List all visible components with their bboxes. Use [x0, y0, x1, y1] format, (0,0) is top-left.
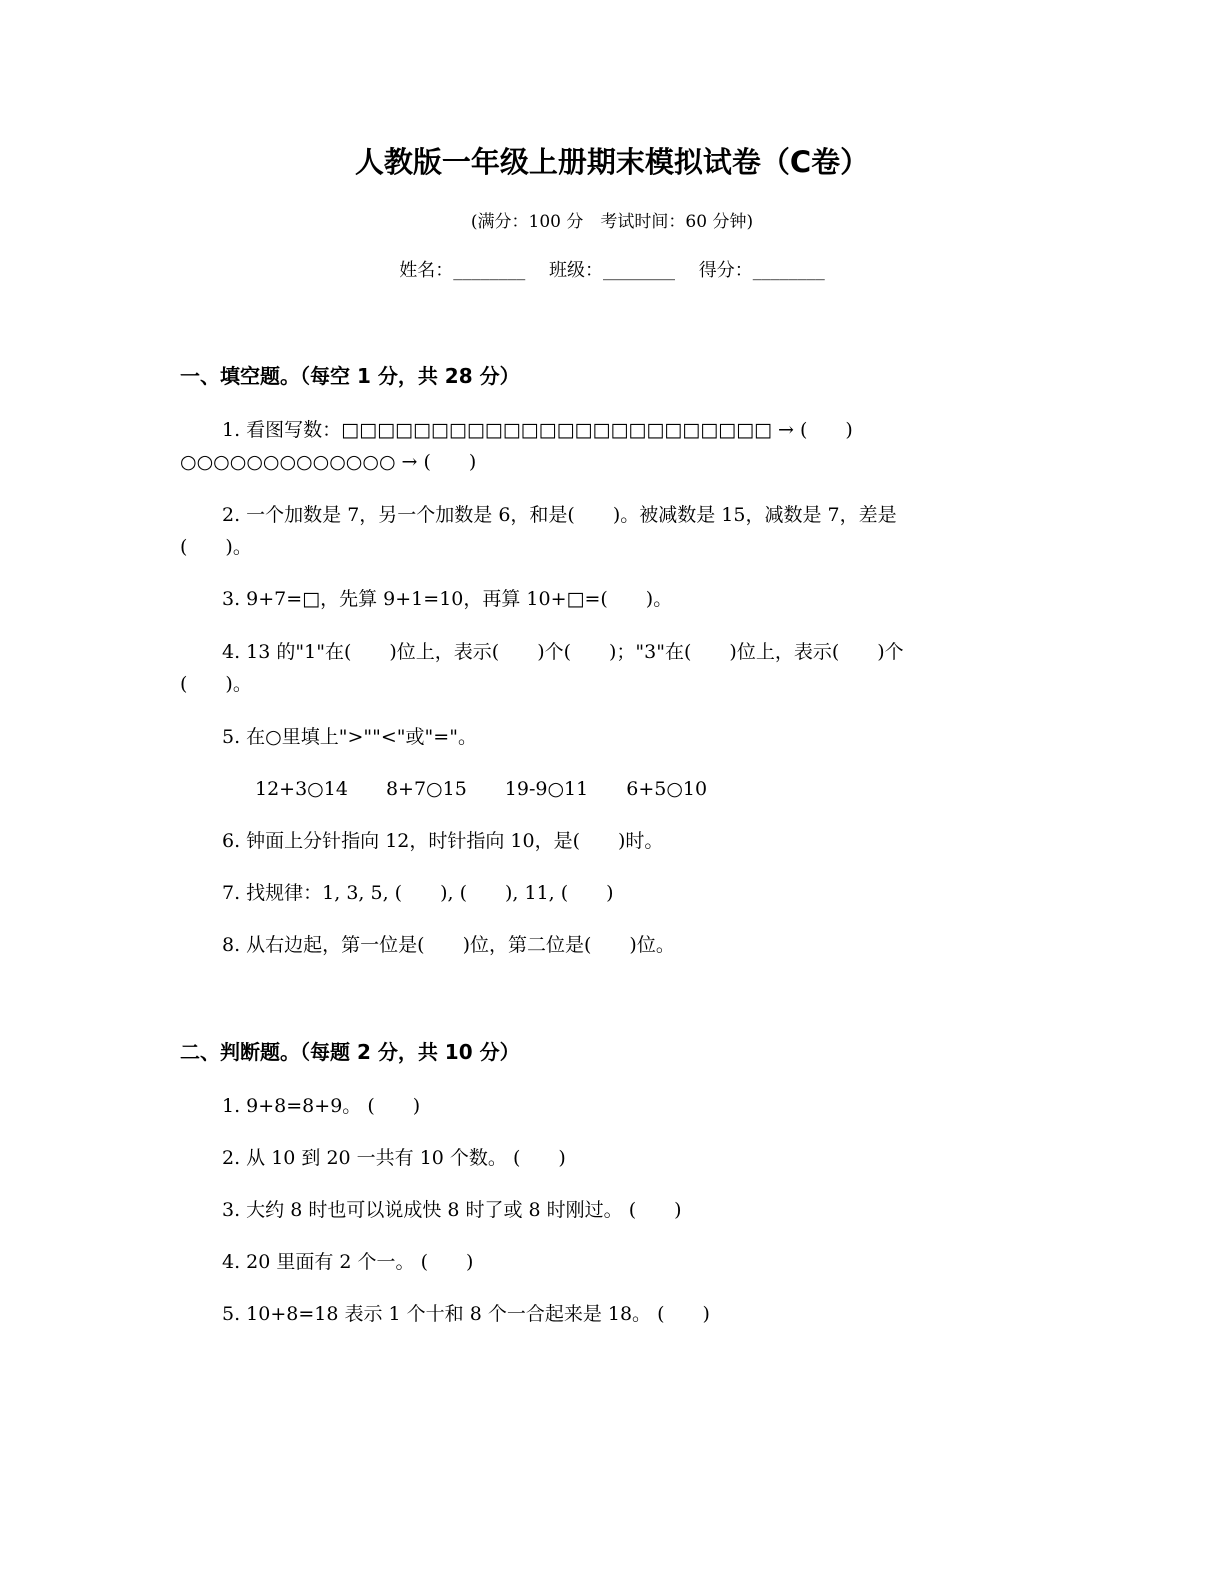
- fill-question-8: 8. 从右边起，第一位是( )位，第二位是( )位。: [222, 934, 675, 956]
- page-title: 人教版一年级上册期末模拟试卷（C卷）: [354, 145, 870, 179]
- fill-question-4-line-2: ( )。: [180, 673, 252, 695]
- class-field: 班级：________: [549, 260, 675, 281]
- fill-question-4-line-1: 4. 13 的"1"在( )位上，表示( )个( )；"3"在( )位上，表示( )个: [222, 641, 904, 663]
- fill-question-2-line-2: ( )。: [180, 536, 252, 558]
- judge-question-5: 5. 10+8=18 表示 1 个十和 8 个一合起来是 18。 ( ): [222, 1303, 710, 1325]
- exam-subtitle: (满分：100 分 考试时间：60 分钟): [470, 212, 754, 232]
- judge-question-1: 1. 9+8=8+9。 ( ): [222, 1095, 421, 1117]
- score-field: 得分：________: [698, 260, 825, 281]
- judge-question-2: 2. 从 10 到 20 一共有 10 个数。 ( ): [222, 1147, 566, 1169]
- section-true-false-heading: 二、判断题。（每题 2 分，共 10 分）: [180, 1040, 520, 1064]
- fill-question-5-items: 12+3○14 8+7○15 19-9○11 6+5○10: [255, 778, 708, 800]
- fill-question-5: 5. 在○里填上">""<"或"="。: [222, 726, 477, 748]
- fill-question-3: 3. 9+7=□，先算 9+1=10，再算 10+□=( )。: [222, 588, 673, 610]
- fill-question-6: 6. 钟面上分针指向 12，时针指向 10，是( )时。: [222, 830, 664, 852]
- fill-question-1-line-1: 1. 看图写数：□□□□□□□□□□□□□□□□□□□□□□□□ → ( ): [222, 419, 853, 441]
- fill-question-1-line-2: ○○○○○○○○○○○○○ → ( ): [180, 451, 477, 473]
- judge-question-4: 4. 20 里面有 2 个一。 ( ): [222, 1251, 474, 1273]
- fill-question-2-line-1: 2. 一个加数是 7，另一个加数是 6，和是( )。被减数是 15，减数是 7，差是: [222, 504, 897, 526]
- judge-question-3: 3. 大约 8 时也可以说成快 8 时了或 8 时刚过。 ( ): [222, 1199, 682, 1221]
- fill-question-7: 7. 找规律：1, 3, 5, ( ), ( ), 11, ( ): [222, 882, 614, 904]
- name-field: 姓名：________: [399, 260, 526, 281]
- section-fill-in-heading: 一、填空题。（每空 1 分，共 28 分）: [180, 364, 520, 388]
- student-info-line: [0, 256, 1224, 286]
